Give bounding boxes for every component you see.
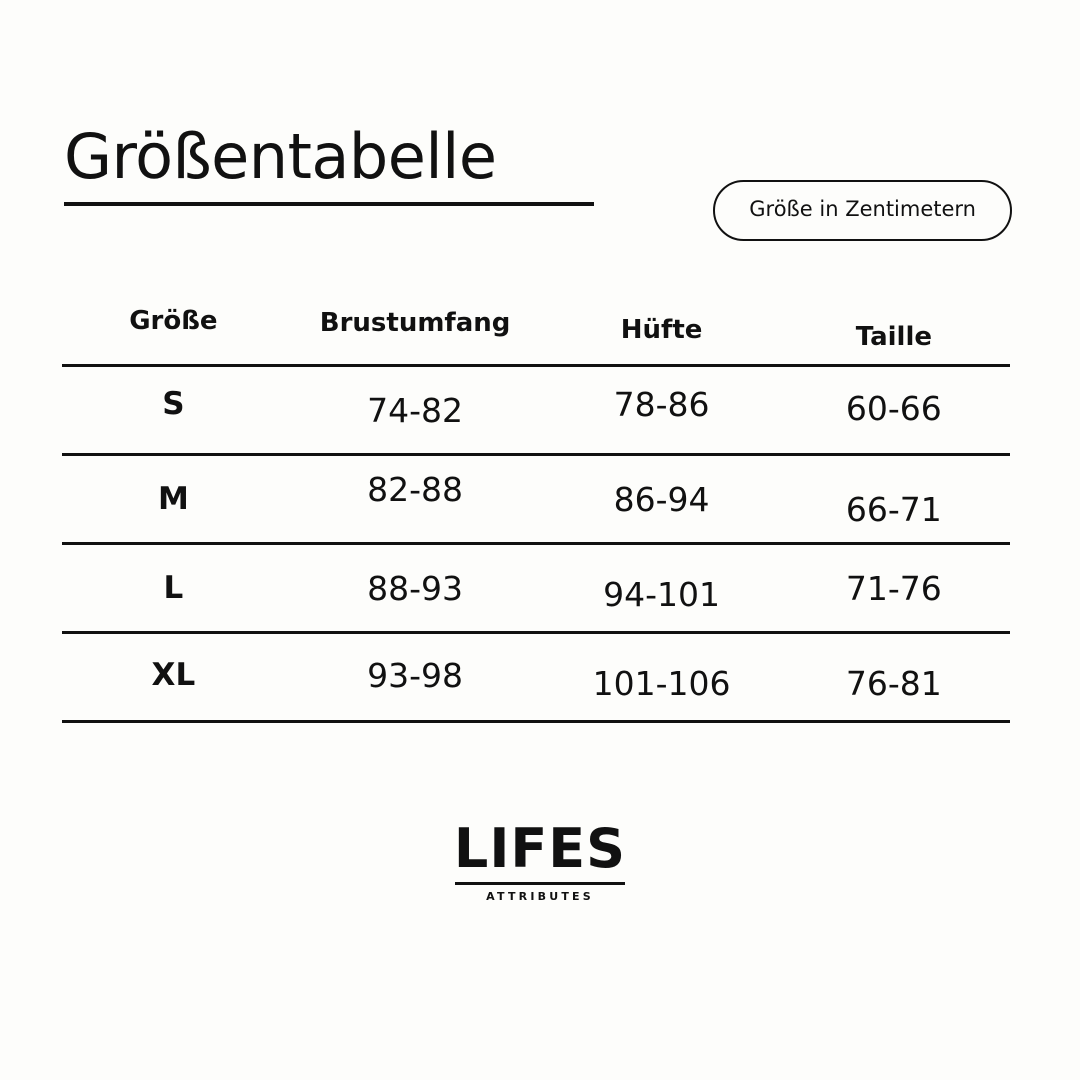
cell-hip-value: 78-86	[613, 384, 710, 424]
brand-logo-tagline: ATTRIBUTES	[486, 890, 594, 903]
cell-chest	[285, 633, 546, 722]
header	[64, 120, 1016, 256]
cell-hip	[545, 633, 777, 722]
column-header-waist-label: Taille	[855, 322, 932, 352]
table-head	[62, 306, 1010, 366]
table-row	[62, 366, 1010, 455]
page-title: Größentabelle	[64, 120, 497, 193]
cell-waist	[778, 544, 1010, 633]
cell-waist-value: 71-76	[845, 568, 942, 608]
brand-logo-rule	[455, 882, 625, 885]
cell-waist	[778, 455, 1010, 544]
cell-size	[62, 366, 285, 455]
column-header-hip	[545, 312, 777, 366]
cell-waist-value: 66-71	[845, 489, 942, 529]
cell-waist	[778, 366, 1010, 455]
brand-logo	[0, 817, 1080, 903]
cell-chest-value: 88-93	[367, 568, 464, 608]
column-header-chest	[285, 308, 546, 366]
column-header-chest-label: Brustumfang	[319, 308, 511, 338]
cell-chest-value: 74-82	[367, 390, 464, 430]
cell-size	[62, 544, 285, 633]
table-row	[62, 544, 1010, 633]
cell-chest	[285, 366, 546, 455]
table-header-row	[62, 312, 1010, 366]
page-title-block	[64, 120, 594, 206]
table-row	[62, 633, 1010, 722]
cell-size-value: S	[162, 386, 185, 422]
brand-logo-wordmark: LIFES	[453, 817, 627, 880]
table-row	[62, 455, 1010, 544]
column-header-hip-label: Hüfte	[620, 315, 703, 345]
cell-hip-value: 101-106	[592, 663, 731, 703]
cell-waist-value: 60-66	[845, 388, 942, 428]
cell-chest-value: 82-88	[367, 469, 464, 509]
cell-chest-value: 93-98	[367, 655, 464, 695]
cell-hip-value: 86-94	[613, 479, 710, 519]
column-header-size	[62, 306, 285, 366]
cell-hip	[545, 544, 777, 633]
cell-chest	[285, 455, 546, 544]
cell-size-value: L	[163, 570, 184, 606]
cell-size-value: M	[157, 481, 189, 517]
cell-size	[62, 455, 285, 544]
cell-size-value: XL	[151, 657, 196, 693]
cell-hip-value: 94-101	[603, 574, 721, 614]
size-table	[62, 306, 1010, 723]
title-underline	[64, 202, 594, 206]
cell-hip	[545, 455, 777, 544]
cell-waist-value: 76-81	[845, 663, 942, 703]
column-header-size-label: Größe	[129, 306, 218, 336]
table-body	[62, 366, 1010, 722]
cell-size	[62, 633, 285, 722]
cell-chest	[285, 544, 546, 633]
size-table-container	[62, 306, 1010, 723]
cell-hip	[545, 366, 777, 455]
column-header-waist	[778, 312, 1010, 366]
cell-waist	[778, 633, 1010, 722]
unit-badge: Größe in Zentimetern	[713, 180, 1012, 241]
